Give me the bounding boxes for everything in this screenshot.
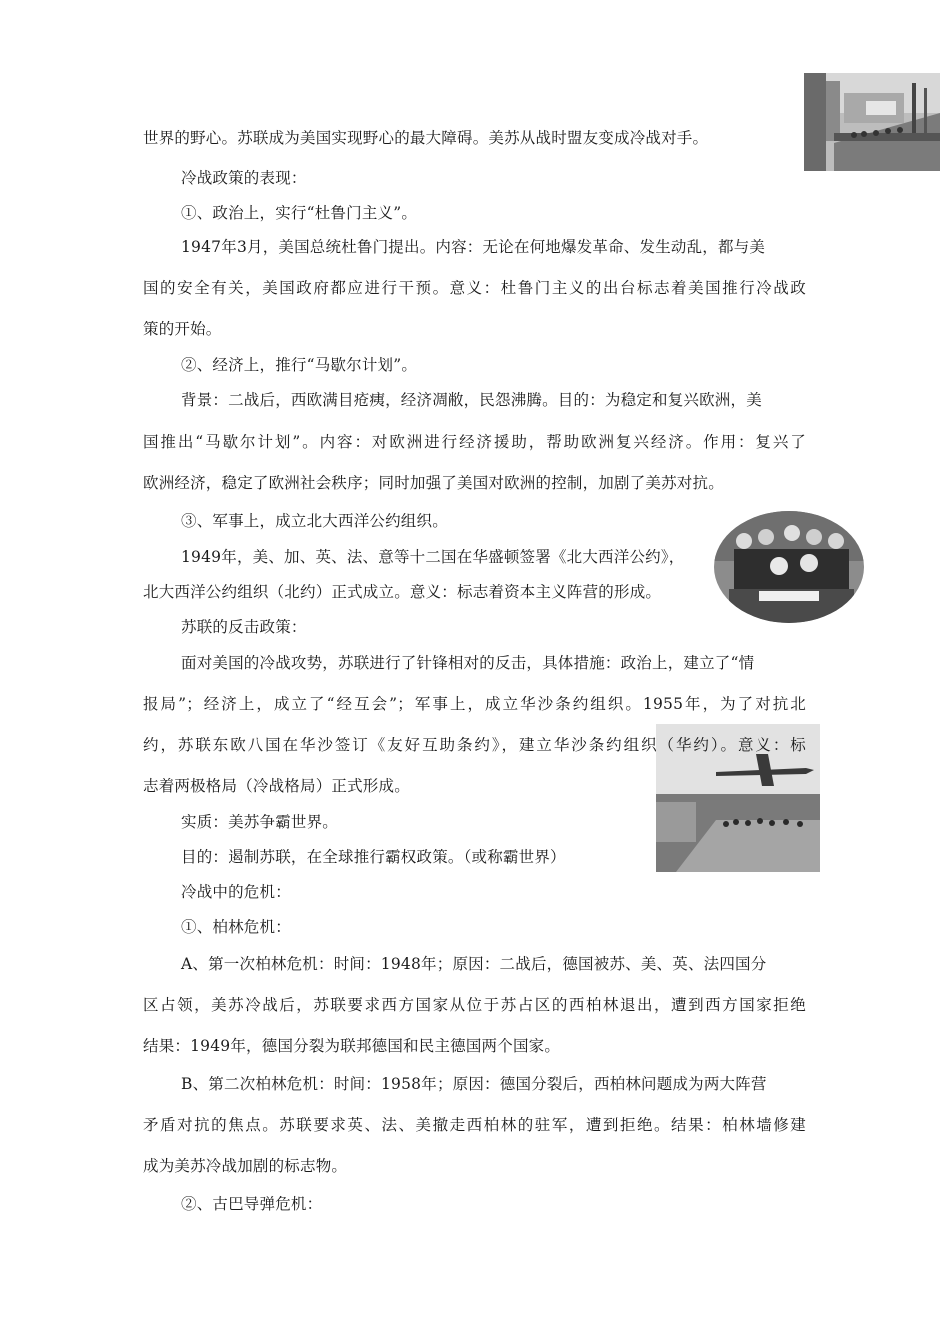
subheading: ①、政治上，实行“杜鲁门主义”。 xyxy=(181,204,418,222)
section-heading: 冷战政策的表现： xyxy=(181,169,307,187)
paragraph-line: 欧洲经济，稳定了欧洲社会秩序；同时加强了美国对欧洲的控制，加剧了美苏对抗。 xyxy=(143,474,724,492)
subheading: ③、军事上，成立北大西洋公约组织。 xyxy=(181,512,448,530)
paragraph-line: 区占领，美苏冷战后，苏联要求西方国家从位于苏占区的西柏林退出，遭到西方国家拒绝 xyxy=(143,996,806,1014)
paragraph-line: 国的安全有关，美国政府都应进行干预。意义：杜鲁门主义的出台标志着美国推行冷战政 xyxy=(143,279,806,297)
paragraph-line: 实质：美苏争霸世界。 xyxy=(181,813,339,831)
paragraph-line: 背景：二战后，西欧满目疮痍，经济凋敝，民怨沸腾。目的：为稳定和复兴欧洲，美 xyxy=(181,391,762,409)
paragraph-line: B、第二次柏林危机：时间：1958年；原因：德国分裂后，西柏林问题成为两大阵营 xyxy=(181,1075,767,1093)
text-line: 世界的野心。苏联成为美国实现野心的最大障碍。美苏从战时盟友变成冷战对手。 xyxy=(143,129,709,147)
nato-signing-photo xyxy=(714,511,864,623)
paragraph-line: 目的：遏制苏联，在全球推行霸权政策。（或称霸世界） xyxy=(181,848,566,866)
subheading: ②、经济上，推行“马歇尔计划”。 xyxy=(181,356,418,374)
paragraph-line: 矛盾对抗的焦点。苏联要求英、法、美撤走西柏林的驻军，遭到拒绝。结果：柏林墙修建 xyxy=(143,1116,806,1134)
paragraph-line: 结果：1949年，德国分裂为联邦德国和民主德国两个国家。 xyxy=(143,1037,561,1055)
paragraph-line: 约，苏联东欧八国在华沙签订《友好互助条约》，建立华沙条约组织（华约）。意义：标 xyxy=(143,736,806,754)
paragraph-line: 志着两极格局（冷战格局）正式形成。 xyxy=(143,777,410,795)
berlin-wall-photo xyxy=(804,73,940,171)
subheading: ①、柏林危机： xyxy=(181,918,291,936)
section-heading: 苏联的反击政策： xyxy=(181,618,307,636)
paragraph-line: 北大西洋公约组织（北约）正式成立。意义：标志着资本主义阵营的形成。 xyxy=(143,583,662,601)
paragraph-line: A、第一次柏林危机：时间：1948年；原因：二战后，德国被苏、美、英、法四国分 xyxy=(181,955,767,973)
paragraph-line: 面对美国的冷战攻势，苏联进行了针锋相对的反击，具体措施：政治上，建立了“情 xyxy=(181,654,755,672)
paragraph-line: 报局”；经济上，成立了“经互会”；军事上，成立华沙条约组织。1955年，为了对抗北 xyxy=(143,695,806,713)
subheading: ②、古巴导弹危机： xyxy=(181,1195,323,1213)
section-heading: 冷战中的危机： xyxy=(181,883,291,901)
paragraph-line: 策的开始。 xyxy=(143,320,222,338)
paragraph-line: 1949年，美、加、英、法、意等十二国在华盛顿签署《北大西洋公约》， xyxy=(181,548,685,566)
paragraph-line: 1947年3月，美国总统杜鲁门提出。内容：无论在何地爆发革命、发生动乱，都与美 xyxy=(181,238,766,256)
paragraph-line: 国推出“马歇尔计划”。内容：对欧洲进行经济援助，帮助欧洲复兴经济。作用：复兴了 xyxy=(143,433,806,451)
paragraph-line: 成为美苏冷战加剧的标志物。 xyxy=(143,1157,348,1175)
